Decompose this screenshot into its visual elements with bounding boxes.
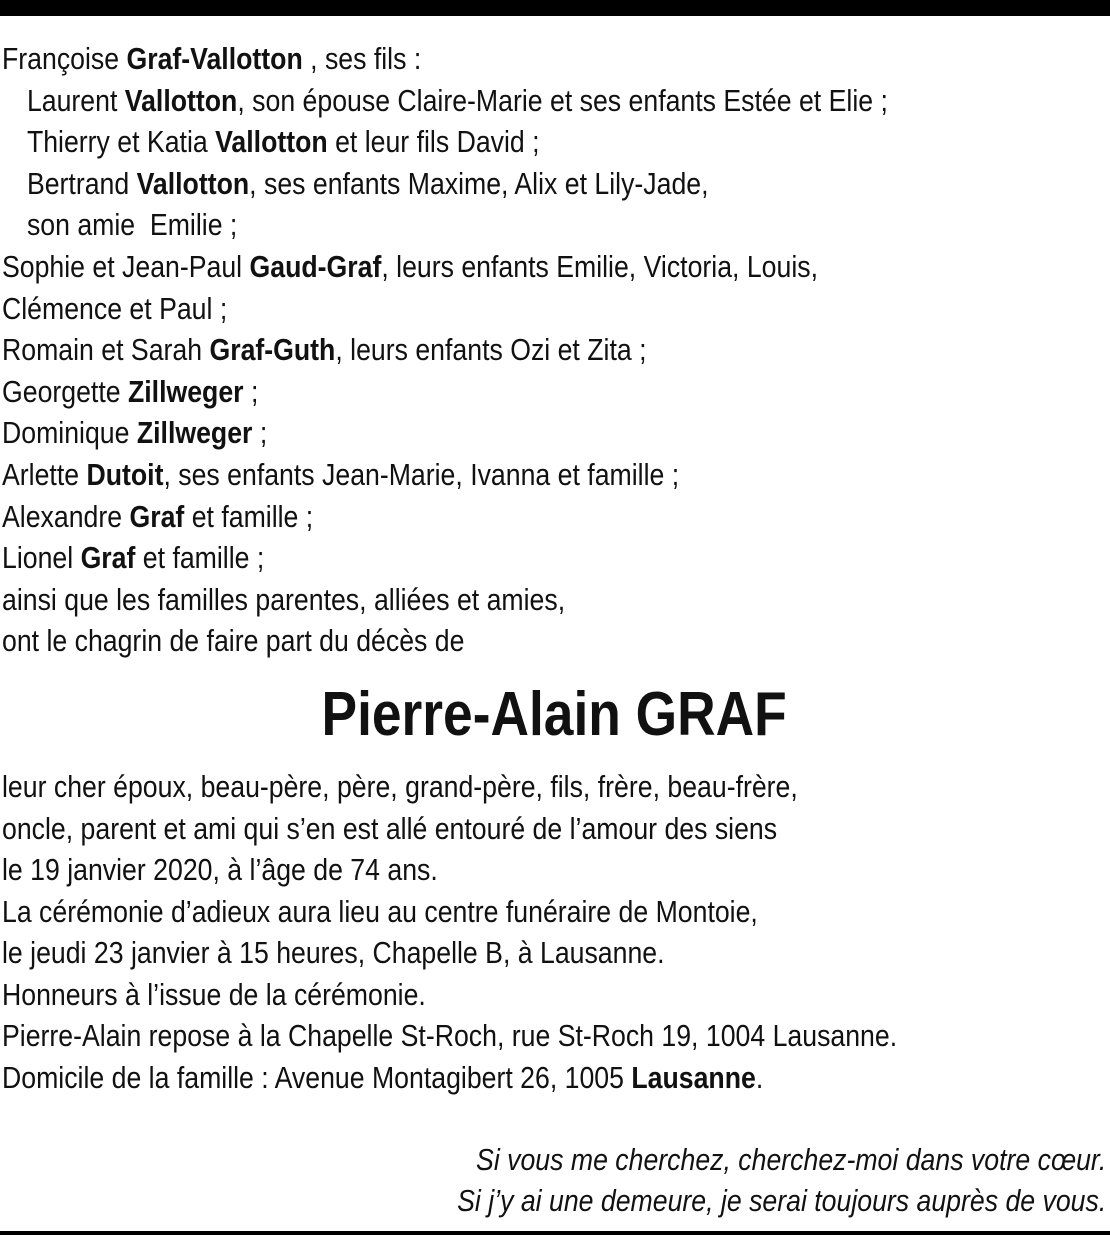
- detail-line: Pierre-Alain repose à la Chapelle St-Roch, rue St-Roch 19, 1004 Lausanne.: [2, 1018, 898, 1054]
- son-line: [2, 163, 1106, 205]
- domicile-end: .: [755, 1060, 764, 1096]
- member-surname: Gaud-Graf: [249, 248, 382, 284]
- member-rest: et famille ;: [135, 540, 265, 576]
- domicile-text: Domicile de la famille : Avenue Montagibert 26, 1005: [2, 1060, 632, 1096]
- son-first: Thierry et Katia: [26, 124, 216, 160]
- son-first: Laurent: [26, 82, 125, 118]
- member-line: [2, 454, 1106, 496]
- member-first: Sophie et Jean-Paul: [2, 248, 250, 284]
- top-rule: [0, 0, 1110, 16]
- member-first: Lionel: [2, 540, 81, 576]
- epitaph-line: Si j’y ai une demeure, je serai toujours auprès de vous.: [457, 1183, 1107, 1219]
- closing-line: ainsi que les familles parentes, alliées et amies,: [2, 581, 566, 617]
- member-rest: ;: [243, 373, 259, 409]
- member-line: Clémence et Paul ;: [2, 290, 228, 326]
- member-surname: Graf: [80, 540, 136, 576]
- detail-line: leur cher époux, beau-père, père, grand-père, fils, frère, beau-frère,: [2, 768, 798, 804]
- member-rest: et famille ;: [184, 498, 314, 534]
- detail-line: Honneurs à l’issue de la cérémonie.: [2, 976, 426, 1012]
- son-surname: Vallotton: [136, 165, 250, 201]
- member-line: [2, 371, 1106, 413]
- member-rest: , leurs enfants Ozi et Zita ;: [335, 332, 647, 368]
- intro-first: Françoise: [2, 41, 127, 76]
- domicile-line: [2, 1057, 1106, 1099]
- member-first: Georgette: [2, 373, 128, 409]
- member-line: [2, 412, 1106, 454]
- intro-rest: , ses fils :: [302, 41, 422, 76]
- detail-line: oncle, parent et ami qui s’en est allé entouré de l’amour des siens: [2, 810, 778, 846]
- member-line: [2, 496, 1106, 538]
- detail-line: le 19 janvier 2020, à l’âge de 74 ans.: [2, 852, 438, 888]
- member-rest: , ses enfants Jean-Marie, Ivanna et famille ;: [163, 456, 680, 492]
- intro-surname: Graf-Vallotton: [126, 41, 303, 76]
- bottom-rule: [0, 1231, 1110, 1235]
- member-first: Dominique: [2, 415, 137, 451]
- member-line: [2, 329, 1106, 371]
- member-line: [2, 246, 1106, 288]
- member-first: Arlette: [2, 456, 87, 492]
- detail-line: le jeudi 23 janvier à 15 heures, Chapelle B, à Lausanne.: [2, 935, 665, 971]
- member-surname: Graf: [129, 498, 185, 534]
- member-rest: ;: [252, 415, 268, 451]
- member-first: Alexandre: [2, 498, 130, 534]
- detail-line: La cérémonie d’adieux aura lieu au centre funéraire de Montoie,: [2, 893, 758, 929]
- member-surname: Dutoit: [86, 456, 164, 492]
- son-rest: , son épouse Claire-Marie et ses enfants Estée et Elie ;: [237, 82, 888, 118]
- domicile-city: Lausanne: [631, 1060, 756, 1096]
- son-surname: Vallotton: [215, 124, 328, 160]
- member-rest: , leurs enfants Emilie, Victoria, Louis,: [381, 248, 818, 284]
- member-surname: Zillweger: [136, 415, 253, 451]
- closing-line: ont le chagrin de faire part du décès de: [2, 623, 465, 659]
- son-first: Bertrand: [26, 165, 137, 201]
- son-rest: , ses enfants Maxime, Alix et Lily-Jade,: [249, 165, 709, 201]
- epitaph: [2, 1139, 1106, 1222]
- son-surname: Vallotton: [124, 82, 238, 118]
- epitaph-line: Si vous me cherchez, cherchez-moi dans votre cœur.: [476, 1141, 1107, 1177]
- member-surname: Zillweger: [127, 373, 244, 409]
- son-rest: et leur fils David ;: [327, 124, 540, 160]
- son-line: [2, 80, 1106, 122]
- member-surname: Graf-Guth: [209, 332, 336, 368]
- deceased-name: Pierre-Alain GRAF: [321, 679, 787, 749]
- intro-line: [2, 38, 1106, 80]
- son-line: [2, 121, 1106, 163]
- member-line: [2, 537, 1106, 579]
- notice-body: [2, 38, 1106, 1222]
- son-line: son amie Emilie ;: [26, 207, 238, 243]
- member-first: Romain et Sarah: [2, 332, 210, 368]
